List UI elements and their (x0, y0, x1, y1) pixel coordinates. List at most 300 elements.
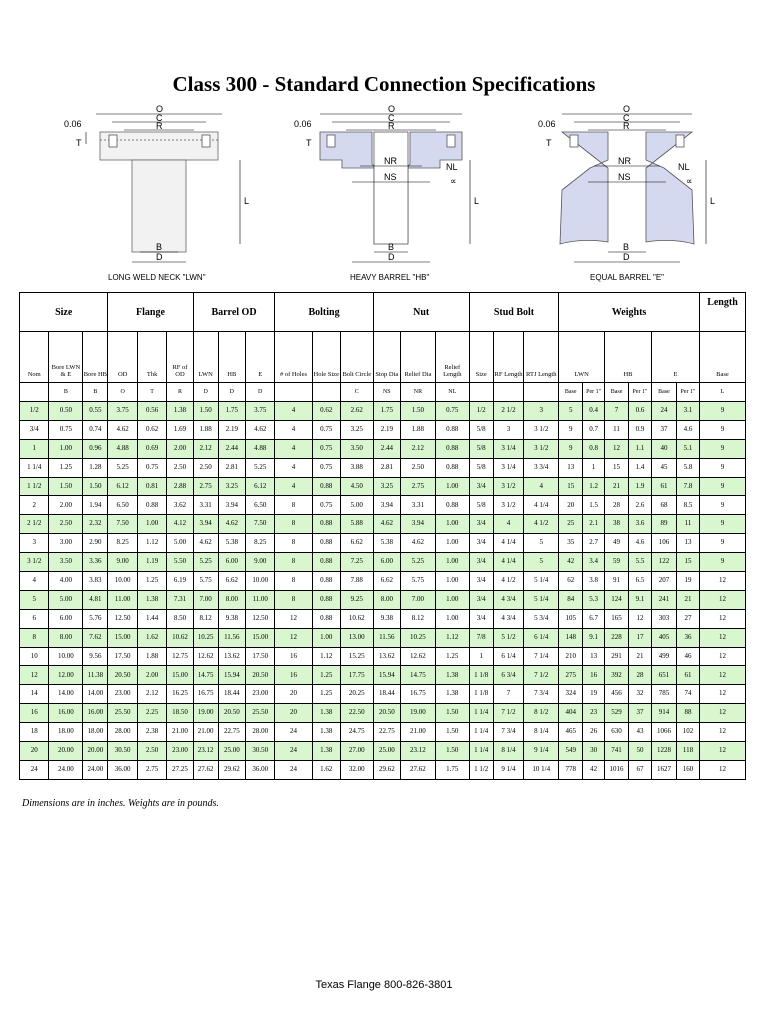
sub-weight-lwn: LWN (559, 332, 605, 383)
table-cell: 22.50 (340, 704, 373, 723)
table-cell: 2.12 (400, 439, 435, 458)
sym-relief-dia: NR (400, 383, 435, 402)
table-cell: 3.4 (583, 553, 605, 572)
sym-holes (275, 383, 312, 402)
sub-weight-e: E (651, 332, 699, 383)
table-cell: 37 (651, 420, 676, 439)
table-cell: 2.32 (83, 515, 108, 534)
table-cell: 12 (699, 742, 745, 761)
table-cell: 42 (559, 553, 583, 572)
sub-rf-od: RF of OD (167, 332, 193, 383)
table-cell: 28.00 (108, 723, 137, 742)
table-cell: 4 1/4 (524, 496, 559, 515)
table-cell: 27 (677, 609, 700, 628)
table-cell: 1.38 (312, 723, 340, 742)
table-cell: 16 (275, 647, 312, 666)
sym-e: D (245, 383, 274, 402)
sub-bore-hb: Bore HB (83, 332, 108, 383)
table-cell: 1 1/2 (469, 760, 493, 779)
table-cell: 2 1/2 (20, 515, 49, 534)
sub-relief-length: Relief Length (435, 332, 469, 383)
table-cell: 1 1/8 (469, 685, 493, 704)
table-cell: 12.62 (400, 647, 435, 666)
table-cell: 1.69 (167, 420, 193, 439)
table-cell: 20.50 (218, 704, 245, 723)
table-cell: 62 (559, 572, 583, 591)
table-cell: 241 (651, 590, 676, 609)
table-cell: 16.75 (400, 685, 435, 704)
header-nut: Nut (373, 293, 469, 332)
table-cell: 1.38 (137, 590, 166, 609)
label-c: C (623, 113, 630, 123)
table-cell: 19 (677, 572, 700, 591)
table-cell: 4 (493, 515, 524, 534)
sym-lwn: D (193, 383, 218, 402)
table-cell: 3/4 (20, 420, 49, 439)
table-cell: 0.69 (137, 439, 166, 458)
table-cell: 0.6 (629, 402, 652, 421)
sym-e-base: Base (651, 383, 676, 402)
table-cell: 549 (559, 742, 583, 761)
table-cell: 6.7 (583, 609, 605, 628)
table-cell: 6.00 (373, 553, 400, 572)
table-cell: 4 (20, 572, 49, 591)
sym-length: L (699, 383, 745, 402)
table-cell: 0.81 (137, 477, 166, 496)
table-cell: 16.25 (167, 685, 193, 704)
table-row (20, 666, 746, 685)
table-cell: 1.00 (435, 515, 469, 534)
table-cell: 0.75 (312, 496, 340, 515)
table-cell: 4 3/4 (493, 609, 524, 628)
table-cell: 499 (651, 647, 676, 666)
table-cell: 5.25 (193, 553, 218, 572)
table-cell: 0.88 (312, 590, 340, 609)
table-cell: 10.00 (108, 572, 137, 591)
table-cell: 29.62 (373, 760, 400, 779)
table-cell: 18 (20, 723, 49, 742)
table-cell: 651 (651, 666, 676, 685)
table-cell: 6.62 (340, 534, 373, 553)
table-cell: 68 (651, 496, 676, 515)
table-cell: 12 (605, 439, 629, 458)
table-cell: 13 (583, 647, 605, 666)
label-0-06: 0.06 (538, 119, 556, 129)
table-cell: 3.6 (629, 515, 652, 534)
table-cell: 4.62 (218, 515, 245, 534)
table-cell: 25 (559, 515, 583, 534)
table-cell: 17.50 (245, 647, 274, 666)
table-cell: 778 (559, 760, 583, 779)
table-cell: 9 (699, 420, 745, 439)
table-cell: 8 (20, 628, 49, 647)
table-row (20, 402, 746, 421)
sym-lwn-base: Base (559, 383, 583, 402)
table-cell: 9.00 (245, 553, 274, 572)
table-cell: 5.75 (193, 572, 218, 591)
label-d: D (388, 252, 395, 262)
table-cell: 9.00 (108, 553, 137, 572)
table-cell: 25.50 (108, 704, 137, 723)
table-cell: 3.36 (83, 553, 108, 572)
table-cell: 6.00 (218, 553, 245, 572)
table-cell: 20 (275, 685, 312, 704)
table-cell: 43 (629, 723, 652, 742)
label-t: T (306, 138, 312, 148)
footer-contact: Texas Flange 800-826-3801 (315, 979, 453, 991)
table-cell: 88 (677, 704, 700, 723)
sym-bore-hb: B (83, 383, 108, 402)
table-cell: 1 1/4 (469, 742, 493, 761)
table-cell: 23.12 (400, 742, 435, 761)
table-cell: 0.62 (312, 402, 340, 421)
label-l: L (710, 196, 716, 206)
table-cell: 392 (605, 666, 629, 685)
table-cell: 8.12 (193, 609, 218, 628)
table-row (20, 553, 746, 572)
table-cell: 2.50 (400, 458, 435, 477)
sym-rf-od: R (167, 383, 193, 402)
table-cell: 11.56 (373, 628, 400, 647)
table-cell: 3.88 (340, 458, 373, 477)
sub-thk: Thk (137, 332, 166, 383)
table-cell: 5 (524, 553, 559, 572)
table-cell: 5 (524, 534, 559, 553)
table-cell: 1.75 (218, 402, 245, 421)
label-b: B (623, 242, 630, 252)
table-cell: 30.50 (108, 742, 137, 761)
table-cell: 1.75 (435, 760, 469, 779)
table-cell: 1.38 (435, 685, 469, 704)
table-cell: 4 (275, 439, 312, 458)
header-bolting: Bolting (275, 293, 373, 332)
table-cell: 2 (20, 496, 49, 515)
table-cell: 1.25 (435, 647, 469, 666)
table-cell: 8.25 (108, 534, 137, 553)
table-cell: 20.50 (373, 704, 400, 723)
table-cell: 2.6 (629, 496, 652, 515)
table-cell: 6.62 (218, 572, 245, 591)
table-cell: 1.00 (435, 609, 469, 628)
table-cell: 10.62 (340, 609, 373, 628)
table-cell: 3.25 (340, 420, 373, 439)
table-cell: 5/8 (469, 439, 493, 458)
table-cell: 4.12 (167, 515, 193, 534)
table-cell: 1.50 (400, 402, 435, 421)
table-cell: 28.00 (245, 723, 274, 742)
table-cell: 7.88 (340, 572, 373, 591)
table-cell: 11 (605, 420, 629, 439)
label-t: T (546, 138, 552, 148)
table-cell: 291 (605, 647, 629, 666)
table-cell: 18.50 (167, 704, 193, 723)
sub-nom: Nom (20, 332, 49, 383)
table-cell: 4 1/4 (493, 534, 524, 553)
sym-stud-size (469, 383, 493, 402)
table-cell: 1.12 (137, 534, 166, 553)
table-cell: 16 (20, 704, 49, 723)
table-cell: 5.25 (108, 458, 137, 477)
table-cell: 7 3/4 (493, 723, 524, 742)
table-cell: 1.88 (400, 420, 435, 439)
table-cell: 9.1 (629, 590, 652, 609)
table-cell: 1.00 (435, 553, 469, 572)
table-cell: 5.8 (677, 458, 700, 477)
table-cell: 12 (699, 572, 745, 591)
table-cell: 2.81 (373, 458, 400, 477)
sym-stop-dia: NS (373, 383, 400, 402)
table-cell: 3 1/2 (493, 477, 524, 496)
table-cell: 30.50 (245, 742, 274, 761)
table-cell: 9 (699, 534, 745, 553)
page-title: Class 300 - Standard Connection Specifications (172, 72, 596, 96)
table-cell: 6.00 (49, 609, 83, 628)
table-cell: 42 (583, 760, 605, 779)
table-cell: 0.88 (312, 572, 340, 591)
table-cell: 1/2 (469, 402, 493, 421)
table-cell: 3/4 (469, 534, 493, 553)
table-cell: 27.62 (193, 760, 218, 779)
table-cell: 18.44 (373, 685, 400, 704)
table-cell: 18.00 (83, 723, 108, 742)
table-cell: 28 (629, 666, 652, 685)
table-cell: 3.62 (167, 496, 193, 515)
table-cell: 4 1/2 (524, 515, 559, 534)
table-cell: 4.6 (629, 534, 652, 553)
table-cell: 12 (699, 704, 745, 723)
table-cell: 1.25 (49, 458, 83, 477)
label-t: T (76, 138, 82, 148)
table-cell: 6.62 (373, 572, 400, 591)
table-cell: 24 (275, 742, 312, 761)
table-cell: 122 (651, 553, 676, 572)
table-cell: 20.50 (245, 666, 274, 685)
table-cell: 8.12 (400, 609, 435, 628)
table-cell: 20 (275, 704, 312, 723)
label-l: L (474, 196, 480, 206)
sub-lwn: LWN (193, 332, 218, 383)
table-cell: 4.50 (340, 477, 373, 496)
table-cell: 1.5 (583, 496, 605, 515)
diagram-caption: LONG WELD NECK "LWN" (108, 273, 206, 282)
table-cell: 1.75 (373, 402, 400, 421)
table-cell: 9 (699, 402, 745, 421)
table-cell: 67 (629, 760, 652, 779)
table-cell: 2.00 (49, 496, 83, 515)
table-row (20, 439, 746, 458)
table-cell: 3.1 (677, 402, 700, 421)
table-cell: 10.62 (167, 628, 193, 647)
table-cell: 35 (559, 534, 583, 553)
label-nl: NL (678, 162, 690, 172)
table-cell: 0.88 (312, 515, 340, 534)
table-cell: 0.62 (137, 420, 166, 439)
table-cell: 3.00 (49, 534, 83, 553)
table-cell: 8.25 (245, 534, 274, 553)
sym-nom (20, 383, 49, 402)
table-cell: 36.00 (245, 760, 274, 779)
table-row (20, 515, 746, 534)
table-cell: 0.75 (312, 458, 340, 477)
sym-bore-lwn: B (49, 383, 83, 402)
table-cell: 3/4 (469, 590, 493, 609)
table-cell: 1016 (605, 760, 629, 779)
table-cell: 12.50 (108, 609, 137, 628)
table-cell: 91 (605, 572, 629, 591)
table-cell: 5.75 (400, 572, 435, 591)
table-cell: 4.62 (193, 534, 218, 553)
table-cell: 13.62 (218, 647, 245, 666)
table-cell: 9 (699, 553, 745, 572)
table-cell: 9 (559, 439, 583, 458)
sym-hb-per: Per 1" (629, 383, 652, 402)
table-cell: 2.44 (373, 439, 400, 458)
table-cell: 36 (677, 628, 700, 647)
table-cell: 23.00 (108, 685, 137, 704)
table-row (20, 685, 746, 704)
sym-relief-length: NL (435, 383, 469, 402)
table-cell: 3 1/2 (20, 553, 49, 572)
table-cell: 5/8 (469, 458, 493, 477)
table-cell: 1.88 (137, 647, 166, 666)
header-barrel-od: Barrel OD (193, 293, 275, 332)
spec-rows (20, 402, 746, 780)
table-cell: 1.00 (435, 572, 469, 591)
table-cell: 5.88 (340, 515, 373, 534)
table-cell: 13.62 (373, 647, 400, 666)
label-b: B (156, 242, 163, 252)
table-cell: 465 (559, 723, 583, 742)
label-ns: NS (618, 172, 631, 182)
table-cell: 5 1/4 (524, 572, 559, 591)
table-cell: 1.00 (435, 477, 469, 496)
table-cell: 24 (275, 723, 312, 742)
table-cell: 1.50 (83, 477, 108, 496)
table-cell: 3.94 (400, 515, 435, 534)
header-stud-bolt: Stud Bolt (469, 293, 558, 332)
label-nl: NL (446, 162, 458, 172)
table-cell: 6.19 (167, 572, 193, 591)
table-cell: 84 (559, 590, 583, 609)
label-d: D (156, 252, 163, 262)
table-cell: 27.00 (340, 742, 373, 761)
label-r: R (623, 121, 630, 131)
table-cell: 0.75 (312, 420, 340, 439)
table-cell: 36.00 (108, 760, 137, 779)
table-row (20, 477, 746, 496)
table-cell: 4.00 (49, 572, 83, 591)
table-cell: 102 (677, 723, 700, 742)
table-cell: 9.56 (83, 647, 108, 666)
diagram-caption: HEAVY BARREL "HB" (350, 273, 430, 282)
table-cell: 10.25 (400, 628, 435, 647)
table-cell: 6 1/4 (493, 647, 524, 666)
table-cell: 5.50 (167, 553, 193, 572)
table-cell: 914 (651, 704, 676, 723)
table-cell: 61 (677, 666, 700, 685)
table-cell: 6.50 (245, 496, 274, 515)
table-cell: 5.5 (629, 553, 652, 572)
table-cell: 0.96 (83, 439, 108, 458)
diagram-heavy-barrel (290, 104, 500, 284)
table-cell: 2.19 (218, 420, 245, 439)
table-cell: 23.12 (193, 742, 218, 761)
sym-hole-size (312, 383, 340, 402)
sym-hb-base: Base (605, 383, 629, 402)
table-cell: 5.25 (400, 553, 435, 572)
table-cell: 1228 (651, 742, 676, 761)
table-cell: 0.75 (49, 420, 83, 439)
table-cell: 1.50 (435, 723, 469, 742)
table-cell: 24 (20, 760, 49, 779)
label-d: D (623, 252, 630, 262)
table-cell: 22.75 (218, 723, 245, 742)
table-cell: 324 (559, 685, 583, 704)
table-cell: 1.50 (435, 742, 469, 761)
label-o: O (156, 104, 164, 114)
table-cell: 18.00 (49, 723, 83, 742)
table-cell: 1 1/4 (20, 458, 49, 477)
table-cell: 4 1/2 (493, 572, 524, 591)
table-cell: 50 (629, 742, 652, 761)
table-cell: 3.31 (193, 496, 218, 515)
table-cell: 2.19 (373, 420, 400, 439)
table-cell: 0.55 (83, 402, 108, 421)
table-cell: 5.25 (245, 458, 274, 477)
table-cell: 21 (629, 647, 652, 666)
table-row (20, 420, 746, 439)
sub-bore-lwn-e: Bore LWN & E (49, 332, 83, 383)
table-cell: 12 (699, 760, 745, 779)
table-cell: 1.38 (167, 402, 193, 421)
table-cell: 0.88 (312, 477, 340, 496)
table-cell: 4.81 (83, 590, 108, 609)
table-cell: 3 (20, 534, 49, 553)
table-cell: 0.88 (312, 534, 340, 553)
table-cell: 7.00 (193, 590, 218, 609)
table-cell: 74 (677, 685, 700, 704)
table-cell: 8.00 (373, 590, 400, 609)
table-cell: 40 (651, 439, 676, 458)
table-cell: 3.50 (340, 439, 373, 458)
table-cell: 12 (699, 590, 745, 609)
table-cell: 30 (583, 742, 605, 761)
table-cell: 0.75 (435, 402, 469, 421)
table-cell: 12 (699, 723, 745, 742)
table-cell: 2.50 (137, 742, 166, 761)
table-cell: 6.12 (108, 477, 137, 496)
table-cell: 21 (677, 590, 700, 609)
table-cell: 24.75 (340, 723, 373, 742)
table-cell: 5.76 (83, 609, 108, 628)
table-cell: 10 1/4 (524, 760, 559, 779)
table-cell: 2.81 (218, 458, 245, 477)
units-note: Dimensions are in inches. Weights are in pounds. (22, 798, 219, 809)
table-cell: 6.5 (629, 572, 652, 591)
table-cell: 3.94 (373, 496, 400, 515)
table-cell: 29.62 (218, 760, 245, 779)
table-cell: 8 (275, 515, 312, 534)
table-cell: 23.00 (245, 685, 274, 704)
table-cell: 405 (651, 628, 676, 647)
table-row (20, 458, 746, 477)
table-cell: 3.31 (400, 496, 435, 515)
table-cell: 165 (605, 609, 629, 628)
table-cell: 32.00 (340, 760, 373, 779)
table-cell: 0.4 (583, 402, 605, 421)
table-cell: 2.1 (583, 515, 605, 534)
table-cell: 0.56 (137, 402, 166, 421)
